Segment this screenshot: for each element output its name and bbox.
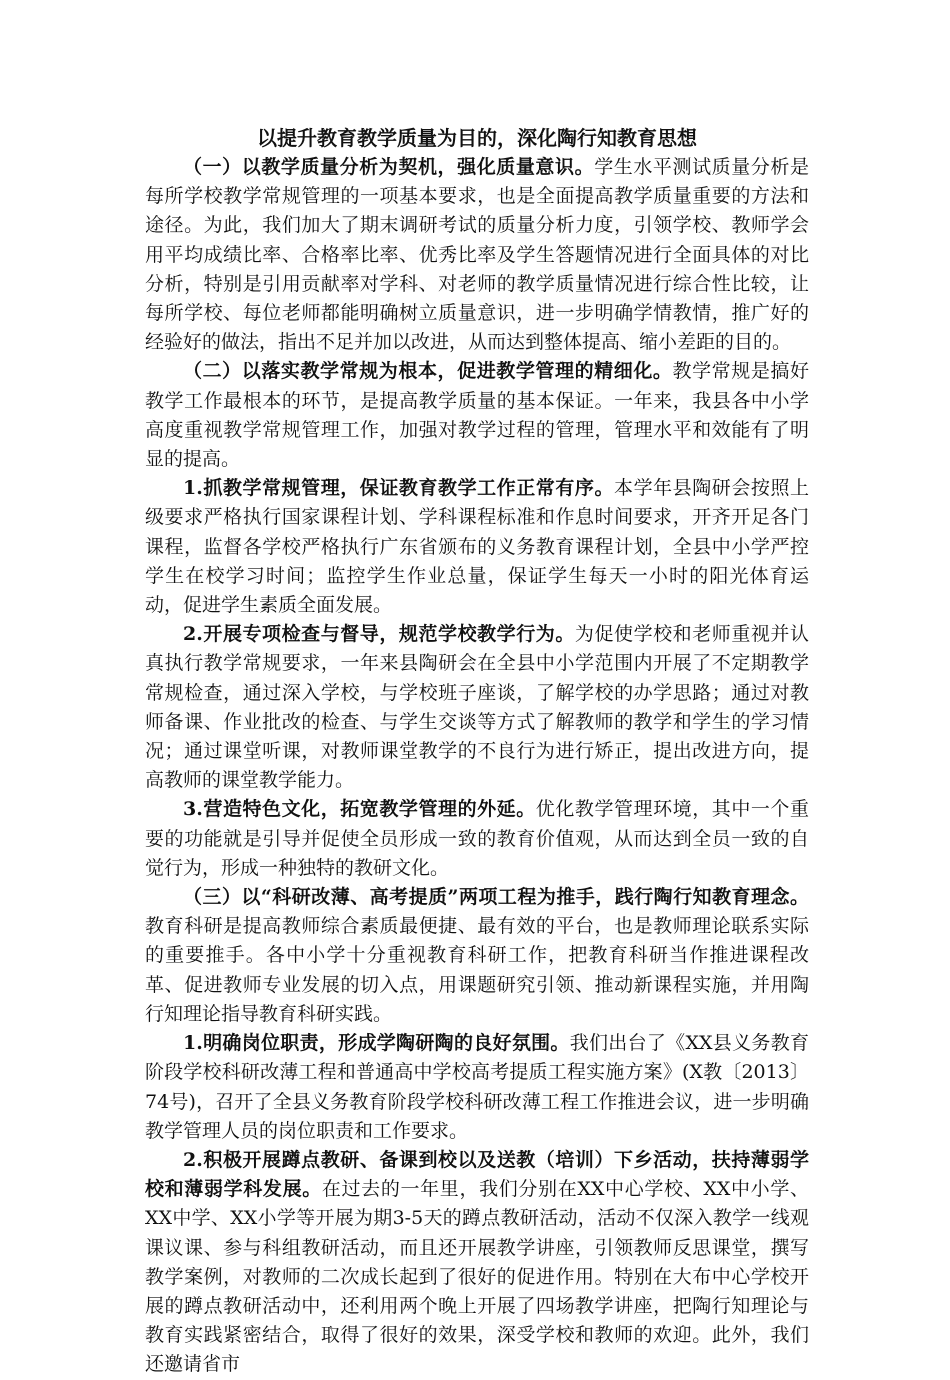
- paragraph-heading: 2.积极开展蹲点教研、备课到校以及送教（培训）下乡活动，扶持薄弱学校和薄弱学科发展。: [145, 1148, 809, 1201]
- paragraph-item-2-2: [145, 620, 809, 795]
- paragraph-heading: 3.营造特色文化，拓宽教学管理的外延。: [183, 798, 536, 821]
- paragraph-text: 本学年县陶研会按照上级要求严格执行国家课程计划、学科课程标准和作息时间要求，开齐开足各门课程，监督各学校严格执行广东省颁布的义务教育课程计划，全县中小学严控学生在校学习时间；监控学生作业总量，保证学生每天一小时的阳光体育运动，促进学生素质全面发展。: [145, 477, 809, 617]
- paragraph-heading: 2.开展专项检查与督导，规范学校教学行为。: [183, 623, 575, 646]
- paragraph-item-3-1: [145, 1029, 809, 1146]
- paragraph-heading: （三）以“科研改薄、高考提质”两项工程为推手，践行陶行知教育理念。: [183, 886, 809, 909]
- paragraph-heading: （二）以落实教学常规为根本，促进教学管理的精细化。: [183, 360, 673, 383]
- document-body: [145, 124, 809, 1380]
- paragraph-section-3: [145, 883, 809, 1029]
- paragraph-section-2: [145, 357, 809, 474]
- paragraph-text: 学生水平测试质量分析是每所学校教学常规管理的一项基本要求，也是全面提高教学质量重要的方法和途径。为此，我们加大了期末调研考试的质量分析力度，引领学校、教师学会用平均成绩比率、合格率比率、优秀比率及学生答题情况进行全面具体的对比分析，特别是引用贡献率对学科、对老师的教学质量情况进行综合性比较，让每所学校、每位老师都能明确树立质量意识，进一步明确学情教情，推广好的经验好的做法，指出不足并加以改进，从而达到整体提高、缩小差距的目的。: [145, 156, 809, 354]
- paragraph-text: 优化教学管理环境，其中一个重要的功能就是引导并促使全员形成一致的教育价值观，从而达到全员一致的自觉行为，形成一种独特的教研文化。: [145, 798, 809, 879]
- paragraph-text: 教育科研是提高教师综合素质最便捷、最有效的平台，也是教师理论联系实际的重要推手。各中小学十分重视教育科研工作，把教育科研当作推进课程改革、促进教师专业发展的切入点，用课题研究引领、推动新课程实施，并用陶行知理论指导教育科研实践。: [145, 915, 809, 1025]
- paragraph-text: 我们出台了《XX县义务教育阶段学校科研改薄工程和普通高中学校高考提质工程实施方案》(X教〔2013〕74号)，召开了全县义务教育阶段学校科研改薄工程工作推进会议，进一步明确教学管理人员的岗位职责和工作要求。: [145, 1032, 809, 1142]
- paragraph-heading: 1.明确岗位职责，形成学陶研陶的良好氛围。: [183, 1032, 570, 1055]
- paragraph-text: 教学常规是搞好教学工作最根本的环节，是提高教学质量的基本保证。一年来，我县各中小学高度重视教学常规管理工作，加强对教学过程的管理，管理水平和效能有了明显的提高。: [145, 360, 809, 471]
- paragraph-text: 为促使学校和老师重视并认真执行教学常规要求，一年来县陶研会在全县中小学范围内开展了不定期教学常规检查，通过深入学校，与学校班子座谈，了解学校的办学思路；通过对教师备课、作业批改的检查、与学生交谈等方式了解教师的教学和学生的学习情况；通过课堂听课，对教师课堂教学的不良行为进行矫正，提出改进方向，提高教师的课堂教学能力。: [145, 623, 809, 792]
- paragraph-text: 在过去的一年里，我们分别在XX中心学校、XX中小学、XX中学、XX小学等开展为期3-5天的蹲点教研活动，活动不仅深入教学一线观课议课、参与科组教研活动，而且还开展教学讲座，引领教师反思课堂，撰写教学案例，对教师的二次成长起到了很好的促进作用。特别在大布中心学校开展的蹲点教研活动中，还利用两个晚上开展了四场教学讲座，把陶行知理论与教育实践紧密结合，取得了很好的效果，深受学校和教师的欢迎。此外，我们还邀请省市: [145, 1178, 809, 1376]
- paragraph-section-1: [145, 153, 809, 357]
- paragraph-heading: 1.抓教学常规管理，保证教育教学工作正常有序。: [183, 477, 615, 500]
- paragraph-item-2-3: [145, 795, 809, 883]
- paragraph-heading: （一）以教学质量分析为契机，强化质量意识。: [183, 156, 595, 178]
- paragraph-item-3-2: [145, 1146, 809, 1380]
- document-title: 以提升教育教学质量为目的，深化陶行知教育思想: [257, 126, 697, 150]
- paragraph-item-2-1: [145, 474, 809, 620]
